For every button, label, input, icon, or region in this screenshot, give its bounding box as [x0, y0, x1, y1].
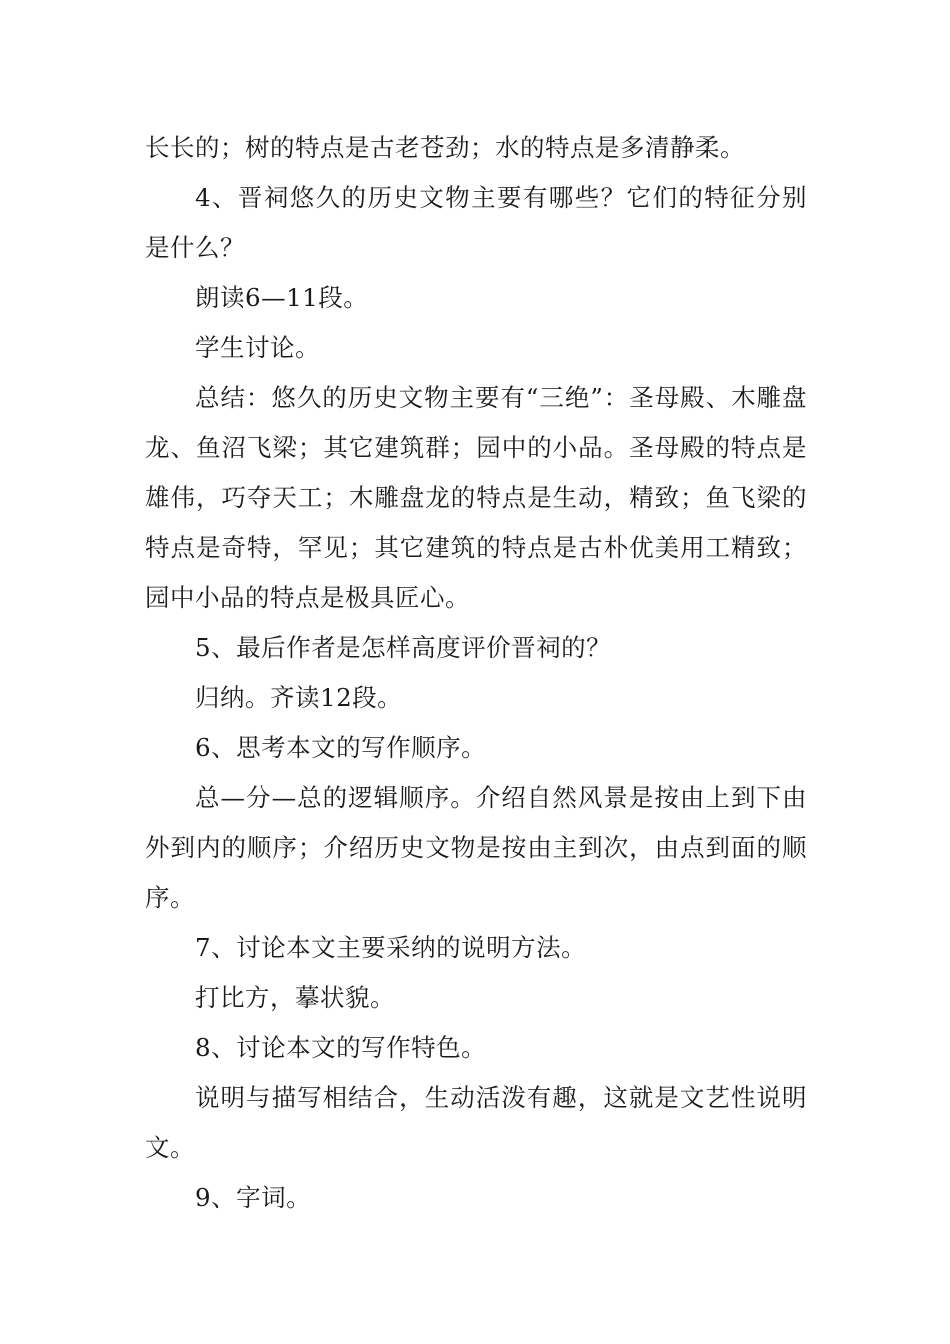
question-8: 8、讨论本文的写作特色。: [195, 1033, 487, 1062]
answer-6: 总—分—总的逻辑顺序。介绍自然风景是按由上到下由外到内的顺序；介绍历史文物是按由主到次，由点到面的顺序。: [145, 783, 807, 912]
question-4: 4、晋祠悠久的历史文物主要有哪些？它们的特征分别是什么？: [145, 183, 807, 262]
question-9: 9、字词。: [195, 1183, 312, 1212]
answer-7: 打比方，摹状貌。: [195, 983, 395, 1012]
document-body: [145, 123, 807, 1223]
question-5: 5、最后作者是怎样高度评价晋祠的？: [195, 633, 612, 662]
answer-8: 说明与描写相结合，生动活泼有趣，这就是文艺性说明文。: [145, 1083, 807, 1162]
instruction-recite: 归纳。齐读12段。: [195, 683, 403, 712]
instruction-discussion: 学生讨论。: [195, 333, 320, 362]
paragraph-continuation: 长长的；树的特点是古老苍劲；水的特点是多清静柔。: [145, 133, 745, 162]
question-7: 7、讨论本文主要采纳的说明方法。: [195, 933, 587, 962]
instruction-read-aloud: 朗读6—11段。: [195, 283, 369, 312]
summary-paragraph: 总结：悠久的历史文物主要有“三绝”：圣母殿、木雕盘龙、鱼沼飞梁；其它建筑群；园中的小品。圣母殿的特点是雄伟，巧夺天工；木雕盘龙的特点是生动，精致；鱼飞梁的特点是奇特，罕见；其它建筑的特点是古朴优美用工精致；园中小品的特点是极具匠心。: [145, 383, 807, 612]
question-6: 6、思考本文的写作顺序。: [195, 733, 487, 762]
